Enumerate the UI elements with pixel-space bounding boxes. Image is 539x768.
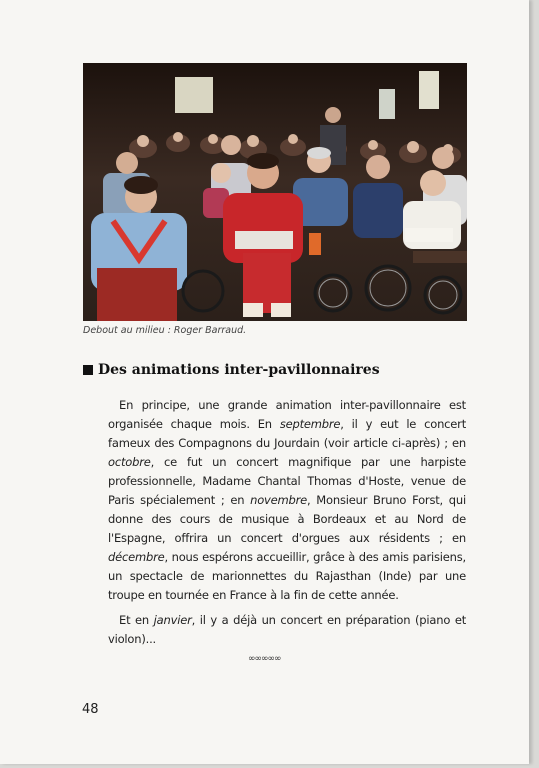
paragraph-1-text: En principe, une grande animation inter-pavillonnaire est organisée chaque mois. En (108, 398, 466, 431)
month-emphasis: décembre (108, 550, 165, 564)
section-heading-text: Des animations inter-pavillonnaires (98, 362, 380, 378)
paragraph-1-text: , nous espérons accueillir, grâce à des amis parisiens, un spectacle de marionnettes du Rajasthan (Inde) par une troupe en tournée en France à la fin de cette année. (108, 550, 466, 602)
month-emphasis: janvier (153, 613, 192, 627)
month-emphasis: octobre (108, 455, 151, 469)
month-emphasis: septembre (279, 417, 341, 431)
paragraph-2-text: Et en (119, 613, 154, 627)
paragraph-2-text: , il y a déjà un concert en préparation (piano et violon)... (108, 613, 467, 646)
month-emphasis: novembre (250, 493, 308, 507)
concert-photo (83, 63, 467, 321)
section-heading (83, 362, 380, 378)
article-body (108, 396, 466, 649)
paragraph-2 (108, 611, 466, 649)
paragraph-1 (108, 396, 466, 605)
paragraph-1-text: , ce fut un concert magnifique par une harpiste professionnelle, Madame Chantal Thomas d'Hoste, venue de Paris spécialement ; en (108, 455, 466, 507)
paragraph-1-text: , Monsieur Bruno Forst, qui donne des cours de musique à Bordeaux et au Nord de l'Espagne, offrira un concert d'orgues aux résidents ; en (108, 493, 466, 545)
page-number: 48 (82, 702, 99, 717)
photo-caption: Debout au milieu : Roger Barraud. (83, 325, 247, 336)
ornament-divider: ∞∞∞∞∞ (248, 654, 281, 664)
paragraph-1-text: , il y eut le concert fameux des Compagnons du Jourdain (voir article ci-après) ; en (108, 417, 466, 450)
concert-photo-illustration (83, 63, 467, 321)
heading-square-bullet (83, 365, 93, 375)
